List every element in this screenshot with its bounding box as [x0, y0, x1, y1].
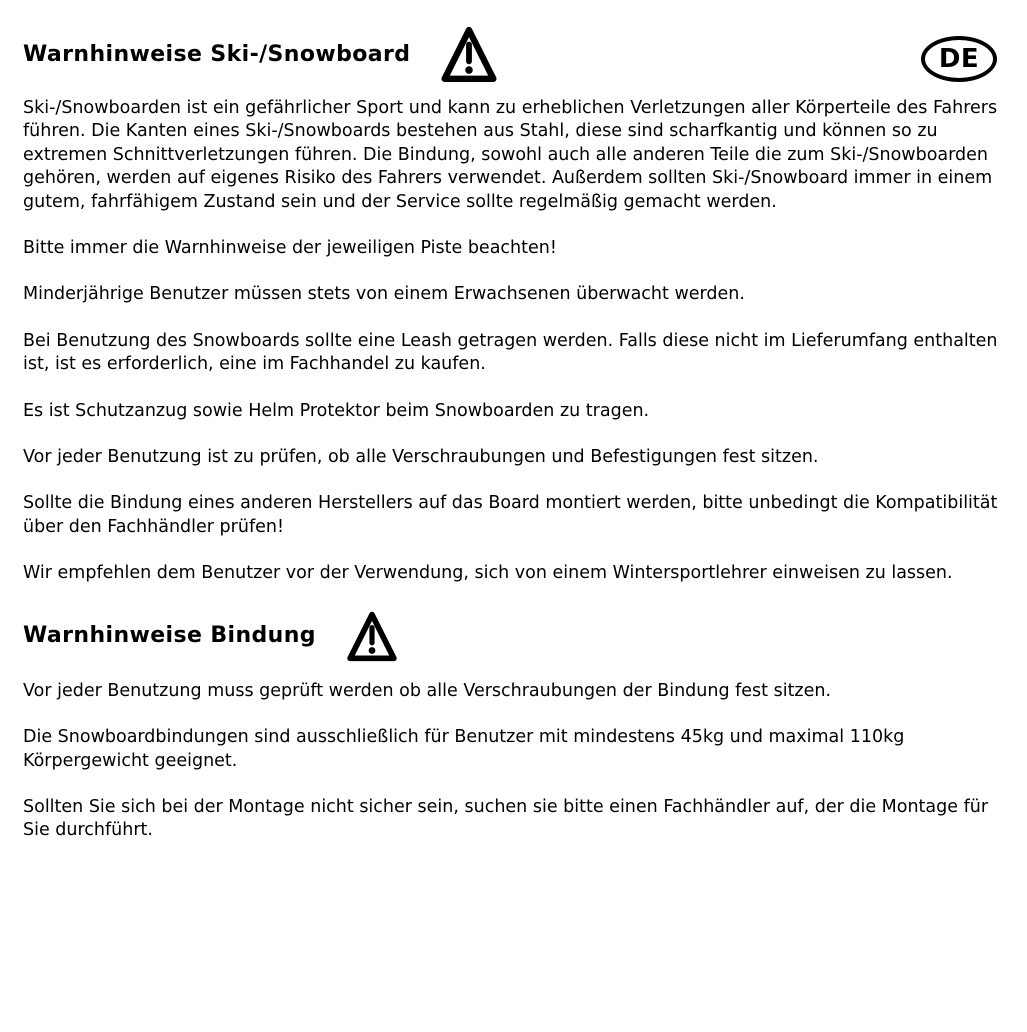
section-heading-row-ski-snowboard: [23, 24, 1005, 86]
paragraph: Bitte immer die Warnhinweise der jeweiligen Piste beachten!: [23, 238, 557, 259]
language-badge: [921, 36, 997, 82]
paragraph: Vor jeder Benutzung ist zu prüfen, ob alle Verschraubungen und Befestigungen fest sitzen.: [23, 447, 819, 468]
section-body-ski-snowboard: [23, 97, 1005, 586]
paragraph: Sollten Sie sich bei der Montage nicht sicher sein, suchen sie bitte einen Fachhändler auf, der die Montage für Sie durchführt.: [23, 796, 989, 841]
paragraph: Minderjährige Benutzer müssen stets von einem Erwachsenen überwacht werden.: [23, 284, 745, 305]
section-title-bindung: Warnhinweise Bindung: [23, 623, 316, 649]
paragraph: Wir empfehlen dem Benutzer vor der Verwendung, sich von einem Wintersportlehrer einweisen zu lassen.: [23, 563, 953, 584]
warning-triangle-icon: [346, 609, 398, 665]
paragraph: Ski-/Snowboarden ist ein gefährlicher Sport und kann zu erheblichen Verletzungen aller Körperteile des Fahrers führen. Die Kanten eines Ski-/Snowboards bestehen aus Stahl, diese sind scharfkantig und können so zu extremen Schnittverletzungen führen. Die Bindung, sowohl auch alle anderen Teile die zum Ski-/Snowboarden gehören, werden auf eigenes Risiko des Fahrers verwendet. Außerdem sollten Ski-/Snowboard immer in einem gutem, fahrfähigem Zustand sein und der Service sollte regelmäßig gemacht werden.: [23, 98, 998, 212]
warning-triangle-icon: [440, 24, 498, 86]
paragraph: Die Snowboardbindungen sind ausschließlich für Benutzer mit mindestens 45kg und maximal 110kg Körpergewicht geeignet.: [23, 727, 905, 771]
paragraph: Vor jeder Benutzung muss geprüft werden ob alle Verschraubungen der Bindung fest sitzen.: [23, 680, 832, 701]
language-badge-label: DE: [938, 44, 980, 74]
paragraph: Bei Benutzung des Snowboards sollte eine Leash getragen werden. Falls diese nicht im Lieferumfang enthalten ist, ist es erforderlich, eine im Fachhandel zu kaufen.: [23, 330, 998, 375]
paragraph: Sollte die Bindung eines anderen Herstellers auf das Board montiert werden, bitte unbedingt die Kompatibilität über den Fachhändler prüfen!: [23, 493, 998, 537]
section-title-ski-snowboard: Warnhinweise Ski-/Snowboard: [23, 41, 411, 67]
section-body-bindung: [23, 680, 1005, 843]
paragraph: Es ist Schutzanzug sowie Helm Protektor beim Snowboarden zu tragen.: [23, 400, 650, 421]
section-heading-row-bindung: [23, 609, 1005, 665]
